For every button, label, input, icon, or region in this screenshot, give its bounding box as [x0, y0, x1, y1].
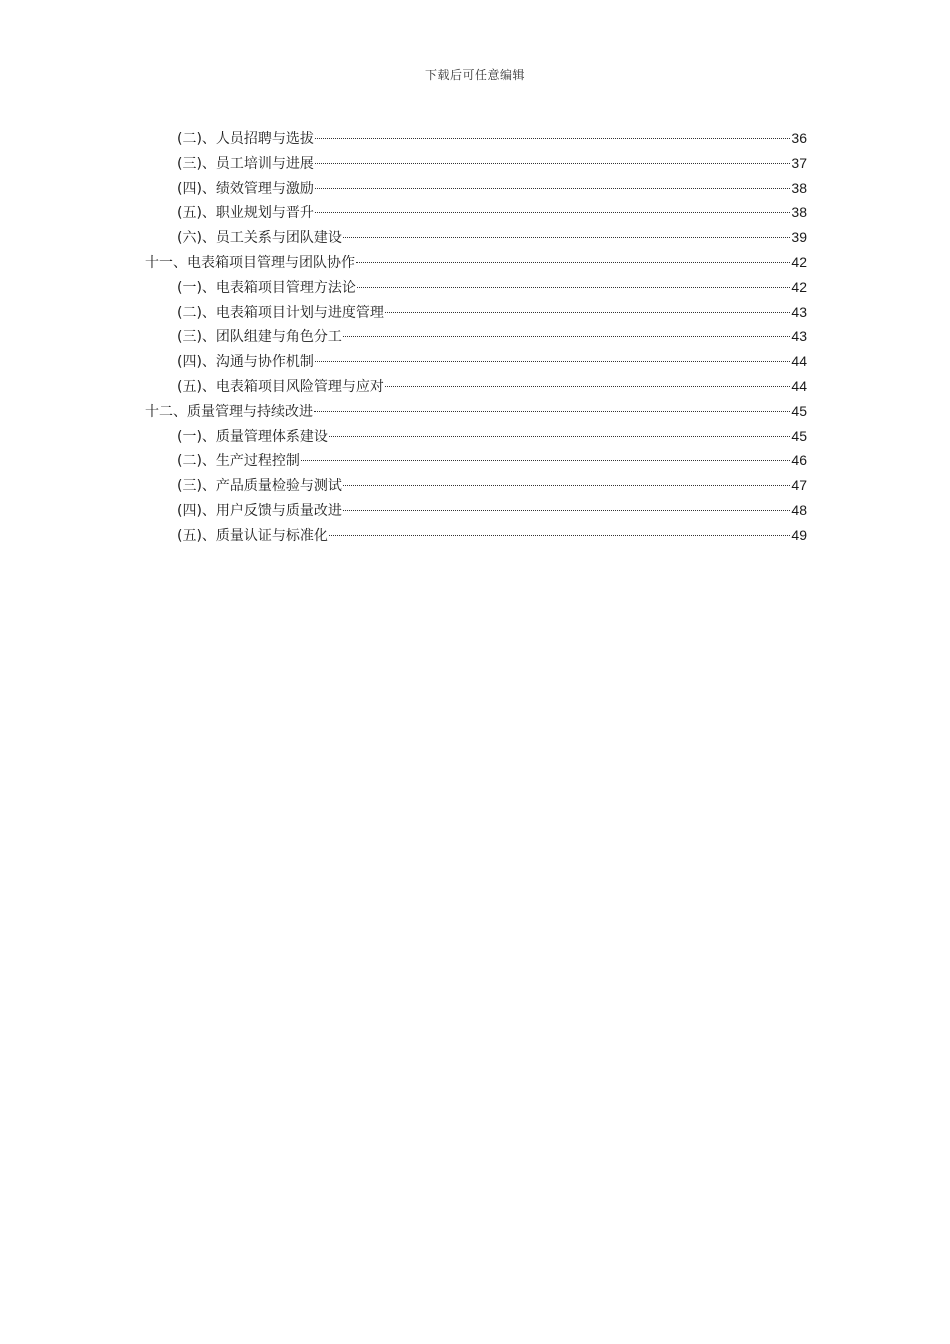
toc-entry-title: (五)、职业规划与晋升 [177, 205, 314, 222]
toc-entry[interactable] [145, 151, 807, 176]
toc-entry[interactable] [145, 225, 807, 250]
toc-entry-title: (一)、质量管理体系建设 [177, 428, 328, 445]
toc-entry[interactable] [145, 473, 807, 498]
toc-entry-page-number: 42 [791, 278, 807, 295]
toc-entry-title: (二)、生产过程控制 [177, 453, 300, 470]
toc-dot-leader [301, 459, 790, 461]
toc-entry-title: (六)、员工关系与团队建设 [177, 230, 342, 247]
toc-dot-leader [356, 261, 790, 263]
toc-dot-leader [357, 286, 790, 288]
toc-entry[interactable] [145, 324, 807, 349]
toc-entry-page-number: 43 [791, 303, 807, 320]
toc-entry[interactable] [145, 200, 807, 225]
toc-dot-leader [315, 211, 790, 213]
toc-entry-page-number: 45 [791, 427, 807, 444]
toc-entry-title: (二)、电表箱项目计划与进度管理 [177, 304, 384, 321]
table-of-contents [145, 126, 807, 548]
toc-entry-title: (五)、质量认证与标准化 [177, 527, 328, 544]
toc-dot-leader [343, 335, 790, 337]
toc-entry[interactable] [145, 275, 807, 300]
toc-dot-leader [385, 311, 790, 313]
toc-entry-title: (二)、人员招聘与选拔 [177, 131, 314, 147]
toc-entry[interactable] [145, 498, 807, 523]
toc-dot-leader [343, 509, 790, 511]
toc-dot-leader [329, 534, 790, 536]
toc-entry-title: (四)、用户反馈与质量改进 [177, 502, 342, 519]
toc-dot-leader [315, 360, 790, 362]
toc-entry-title: (一)、电表箱项目管理方法论 [177, 279, 356, 296]
toc-entry[interactable] [145, 374, 807, 399]
toc-entry-title: (四)、绩效管理与激励 [177, 180, 314, 197]
toc-entry-title: (三)、团队组建与角色分工 [177, 329, 342, 346]
page-header-note: 下载后可任意编辑 [424, 68, 525, 82]
toc-dot-leader [315, 137, 790, 139]
toc-entry[interactable] [145, 399, 807, 424]
toc-entry-page-number: 46 [791, 452, 807, 469]
toc-entry-title: (三)、员工培训与进展 [177, 155, 314, 172]
toc-entry[interactable] [145, 250, 807, 275]
toc-entry-page-number: 48 [791, 501, 807, 518]
toc-entry-page-number: 49 [791, 526, 807, 543]
toc-entry-title: (四)、沟通与协作机制 [177, 354, 314, 371]
toc-entry[interactable] [145, 349, 807, 374]
toc-entry[interactable] [145, 424, 807, 449]
toc-entry-page-number: 42 [791, 253, 807, 270]
toc-entry-page-number: 37 [791, 154, 807, 171]
toc-dot-leader [343, 236, 790, 238]
toc-entry-page-number: 44 [791, 353, 807, 370]
toc-dot-leader [314, 410, 790, 412]
toc-entry-title: 十二、质量管理与持续改进 [145, 403, 313, 420]
toc-dot-leader [315, 162, 790, 164]
toc-entry-page-number: 45 [791, 402, 807, 419]
toc-entry[interactable] [145, 300, 807, 325]
toc-entry-page-number: 36 [791, 130, 807, 146]
toc-dot-leader [329, 435, 790, 437]
toc-entry[interactable] [145, 176, 807, 201]
toc-entry-page-number: 38 [791, 204, 807, 221]
toc-dot-leader [385, 385, 790, 387]
toc-entry-title: (五)、电表箱项目风险管理与应对 [177, 378, 384, 395]
toc-entry-page-number: 43 [791, 328, 807, 345]
toc-entry-title: 十一、电表箱项目管理与团队协作 [145, 254, 355, 271]
toc-entry-title: (三)、产品质量检验与测试 [177, 478, 342, 495]
toc-entry[interactable] [145, 448, 807, 473]
toc-dot-leader [343, 484, 790, 486]
toc-dot-leader [315, 187, 790, 189]
toc-entry-page-number: 39 [791, 229, 807, 246]
toc-entry-page-number: 38 [791, 179, 807, 196]
toc-entry-page-number: 47 [791, 477, 807, 494]
toc-entry[interactable] [145, 126, 807, 151]
toc-entry[interactable] [145, 523, 807, 548]
toc-entry-page-number: 44 [791, 377, 807, 394]
